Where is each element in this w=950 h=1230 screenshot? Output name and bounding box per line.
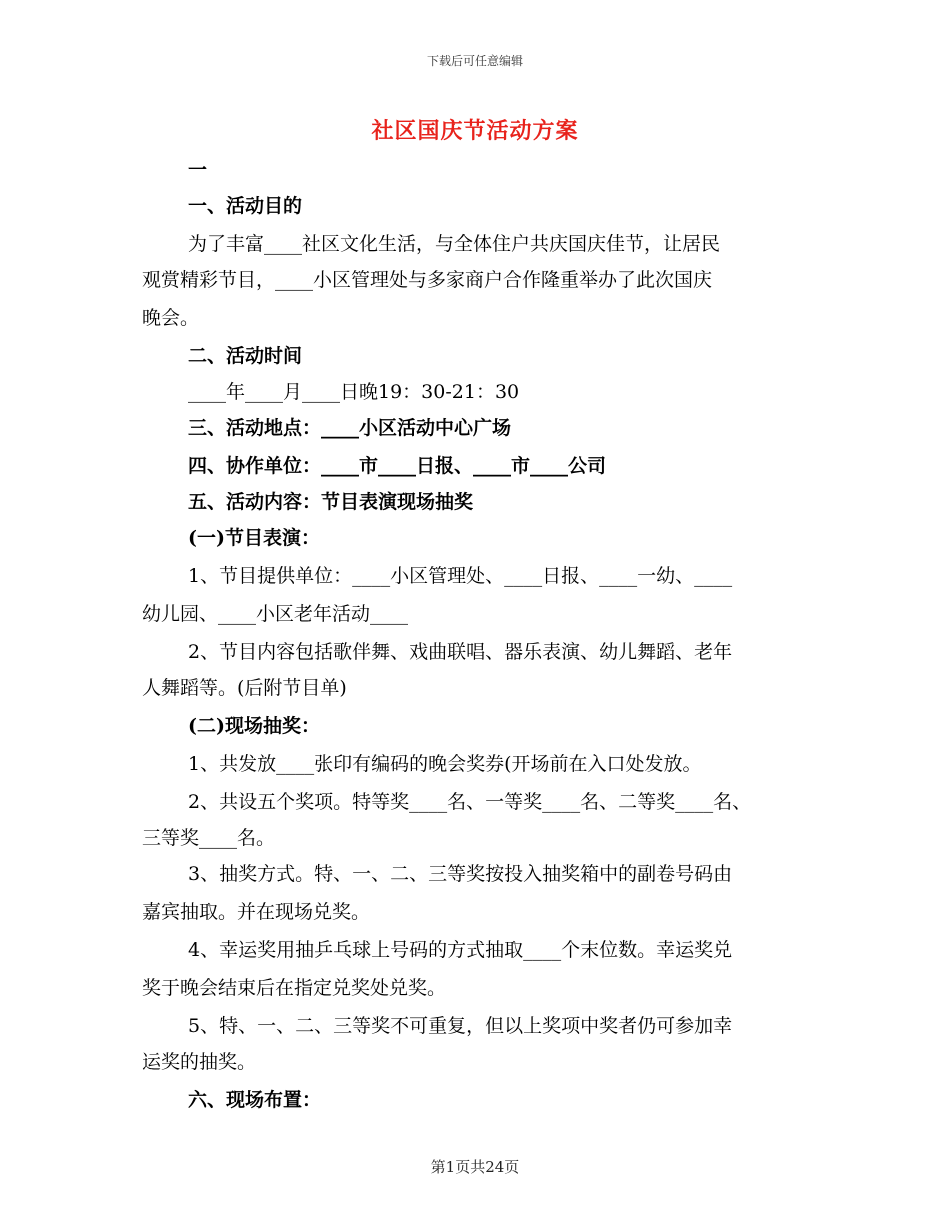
text-line: 2、共设五个奖项。特等奖____名、一等奖____名、二等奖____名、: [188, 791, 752, 813]
text-line: 观赏精彩节目，____小区管理处与多家商户合作隆重举办了此次国庆: [142, 269, 713, 291]
text-line: 二、活动时间: [188, 345, 303, 367]
text-line: ____年____月____日晚19：30-21：30: [188, 381, 520, 403]
text-line: (一)节目表演：: [188, 527, 320, 549]
text-line: 四、协作单位：____市____日报、____市____公司: [188, 455, 607, 477]
text-line: 六、现场布置：: [188, 1089, 322, 1111]
text-line: 1、共发放____张印有编码的晚会奖券(开场前在入口处发放。: [188, 753, 702, 775]
text-line: 三等奖____名。: [142, 827, 276, 849]
text-line: 嘉宾抽取。并在现场兑奖。: [142, 901, 371, 923]
text-line: 3、抽奖方式。特、一、二、三等奖按投入抽奖箱中的副卷号码由: [188, 863, 733, 885]
text-line: 一: [188, 159, 208, 181]
page-footer: 第1页共24页: [430, 1158, 520, 1176]
text-line: 幼儿园、____小区老年活动____: [142, 603, 409, 625]
text-line: 一、活动目的: [188, 195, 303, 217]
text-line: 五、活动内容：节目表演现场抽奖: [188, 491, 474, 513]
text-line: (二)现场抽奖：: [188, 715, 320, 737]
text-line: 4、幸运奖用抽乒乓球上号码的方式抽取____个末位数。幸运奖兑: [188, 939, 733, 961]
text-line: 晚会。: [142, 307, 200, 329]
text-line: 运奖的抽奖。: [142, 1051, 257, 1073]
text-line: 1、节目提供单位：____小区管理处、____日报、____一幼、____: [188, 565, 733, 587]
text-line: 5、特、一、二、三等奖不可重复，但以上奖项中奖者仍可参加幸: [188, 1015, 733, 1037]
page-header: 下载后可任意编辑: [426, 54, 523, 68]
text-line: 奖于晚会结束后在指定兑奖处兑奖。: [142, 977, 447, 999]
text-line: 三、活动地点：____小区活动中心广场: [188, 417, 512, 439]
document-title: 社区国庆节活动方案: [371, 118, 579, 144]
text-line: 人舞蹈等。(后附节目单): [142, 677, 347, 699]
text-line: 为了丰富____社区文化生活，与全体住户共庆国庆佳节，让居民: [188, 233, 721, 255]
text-line: 2、节目内容包括歌伴舞、戏曲联唱、器乐表演、幼儿舞蹈、老年: [188, 641, 733, 663]
